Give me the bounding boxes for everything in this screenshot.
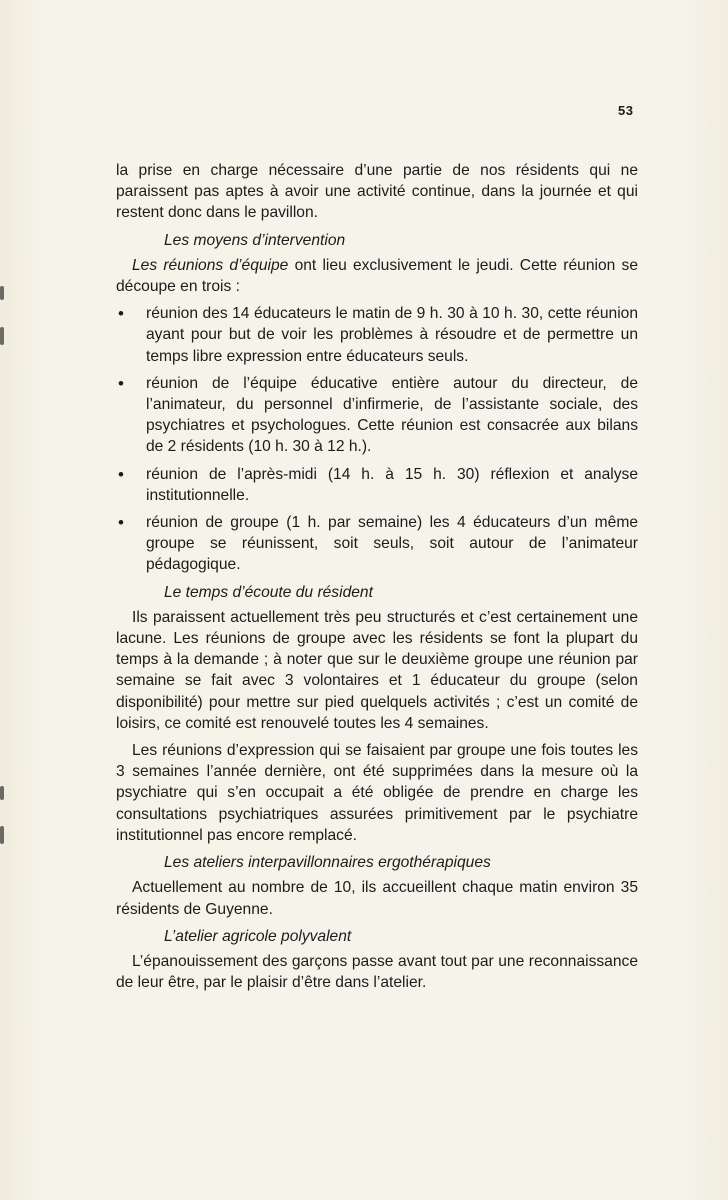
page-edge-mark <box>0 286 4 300</box>
intro-paragraph: la prise en charge nécessaire d’une partie de nos résidents qui ne paraissent pas aptes à avoir une activité continue, dans la journée et qui restent donc dans le pavillon. <box>116 162 638 222</box>
bullet-item: • réunion de groupe (1 h. par semaine) les 4 éducateurs d’un même groupe se réunissent, soit seuls, soit autour de l’animateur pédagogique. <box>116 512 638 576</box>
agricole-paragraph: L’épanouissement des garçons passe avant tout par une reconnaissance de leur être, par le plaisir d’être dans l’atelier. <box>116 952 638 992</box>
reunions-lead-italic: Les réunions d’équipe <box>132 256 289 274</box>
page-edge-mark <box>0 327 4 345</box>
section-heading-agricole: L’atelier agricole polyvalent <box>164 927 352 945</box>
page-edge-mark <box>0 826 4 844</box>
ecoute-paragraph-1: Ils paraissent actuellement très peu structurés et c’est certainement une lacune. Les réunions de groupe avec les résidents se font la plupart du temps à la demande ; à noter que sur le deuxième groupe une réunion par semaine se fait avec 3 volontaires et 1 éducateur du groupe (selon disponibilité) pour mettre sur pied quelquels activités ; c’est un comité de loisirs, ce comité est renouvelé toutes les 4 semaines. <box>116 608 638 732</box>
reunions-lead-text: ont lieu exclusivement le jeudi. Cette réunion se découpe en trois : <box>116 256 638 296</box>
section-heading-ecoute: Le temps d’écoute du résident <box>164 583 373 601</box>
bullet-item: • réunion des 14 éducateurs le matin de 9 h. 30 à 10 h. 30, cette réunion ayant pour but de voir les problèmes à résoudre et de permettre un temps libre expression entre éducateurs seuls. <box>116 303 638 367</box>
section-heading-ateliers: Les ateliers interpavillonnaires ergothérapiques <box>164 854 491 872</box>
page-body <box>116 160 638 993</box>
ateliers-paragraph: Actuellement au nombre de 10, ils accueillent chaque matin environ 35 résidents de Guyenne. <box>116 879 638 918</box>
ecoute-paragraph-2: Les réunions d’expression qui se faisaient par groupe une fois toutes les 3 semaines l’année dernière, ont été supprimées dans la mesure où la psychiatre qui s’en occupait a été obligée de prendre en charge les consultations psychiatriques assurées primitivement par le psychiatre institutionnel pas encore remplacé. <box>116 742 638 844</box>
reunions-lead-paragraph <box>116 255 638 297</box>
page-edge-mark <box>0 786 4 800</box>
reunions-bullet-list <box>116 303 638 575</box>
page-number: 53 <box>618 103 634 118</box>
section-heading-moyens: Les moyens d’intervention <box>164 231 346 249</box>
bullet-item: • réunion de l’après-midi (14 h. à 15 h. 30) réflexion et analyse institutionnelle. <box>116 464 638 506</box>
bullet-item: • réunion de l’équipe éducative entière autour du directeur, de l’animateur, du personnel d’infirmerie, de l’assistante sociale, des psychiatres et psychologues. Cette réunion est consacrée aux bilans de 2 résidents (10 h. 30 à 12 h.). <box>116 373 638 458</box>
